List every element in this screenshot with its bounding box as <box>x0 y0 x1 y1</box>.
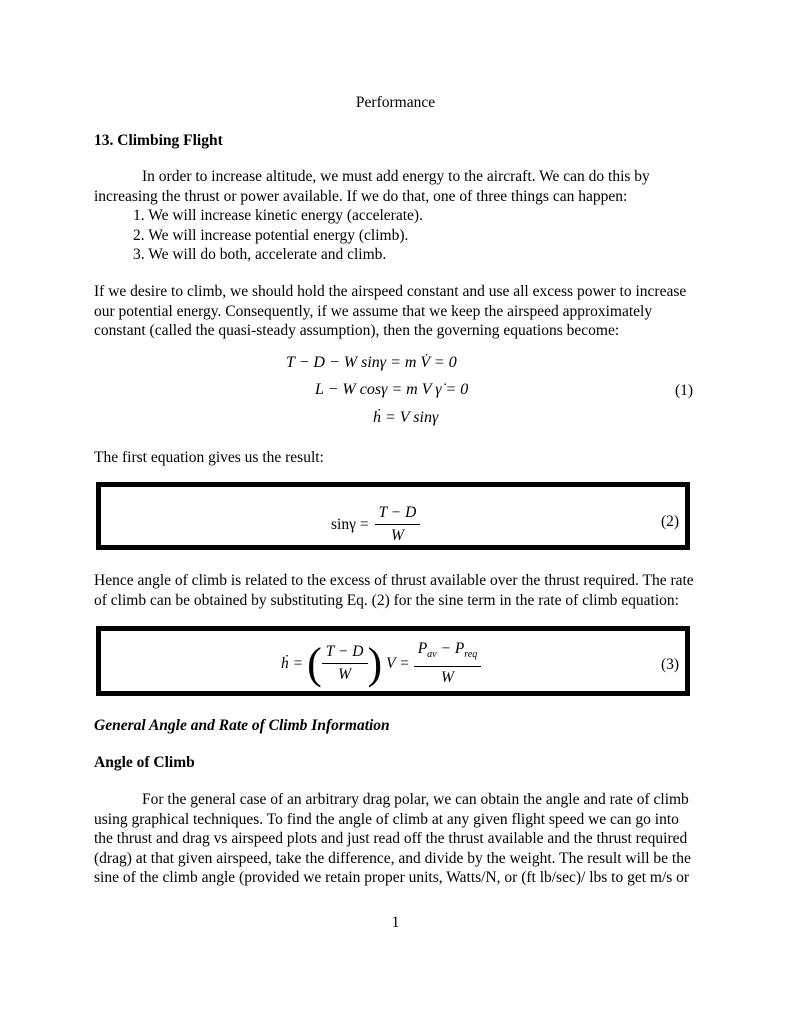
fraction-numerator: T − D <box>322 642 368 664</box>
para4-line: Hence angle of climb is related to the excess of thrust available over the thrust required. The rate <box>94 572 694 589</box>
equation-3 <box>281 639 481 688</box>
equation-2-lhs: sinγ = <box>331 515 369 533</box>
intro-line-2: increasing the thrust or power available. If we do that, one of three things can happen: <box>94 188 628 205</box>
list-item: 1. We will increase kinetic energy (accelerate). <box>133 207 423 224</box>
para2-line: If we desire to climb, we should hold the airspeed constant and use all excess power to increase <box>94 283 687 300</box>
right-paren: ) <box>367 638 383 688</box>
equation-3-fraction-2 <box>414 639 482 688</box>
equation-1-line-2: L − W cosγ = m V γ̇ = 0 <box>315 381 469 398</box>
page-header: Performance <box>355 94 436 111</box>
fraction-denominator: W <box>338 666 352 684</box>
power-available-symbol: P <box>417 640 428 657</box>
equation-2-box <box>96 482 690 550</box>
section-title: 13. Climbing Flight <box>94 132 223 149</box>
fraction-denominator: W <box>390 527 404 544</box>
para2-line: our potential energy. Consequently, if we assume that we keep the airspeed approximately <box>94 303 653 320</box>
list-item: 2. We will increase potential energy (climb). <box>133 227 409 244</box>
para4-line: of climb can be obtained by substituting Eq. (2) for the sine term in the rate of climb equation: <box>94 592 679 609</box>
equation-number: (2) <box>661 513 680 530</box>
equation-3-box <box>96 626 690 696</box>
fraction-denominator: W <box>441 669 454 687</box>
para2-line: constant (called the quasi-steady assumption), then the governing equations become: <box>94 322 620 339</box>
subsection-title: Angle of Climb <box>94 754 195 771</box>
fraction-numerator: T − D <box>375 503 421 525</box>
page-number: 1 <box>391 914 400 931</box>
equation-3-lhs: ḣ = <box>281 654 304 672</box>
para3: The first equation gives us the result: <box>94 449 324 466</box>
para5-line: sine of the climb angle (provided we retain proper units, Watts/N, or (ft lb/sec)/ lbs to get m/s or <box>94 869 690 886</box>
para5-line: For the general case of an arbitrary drag polar, we can obtain the angle and rate of climb <box>142 791 689 808</box>
equation-1-line-1: T − D − W sinγ = m V̇ = 0 <box>286 354 457 371</box>
subheading: General Angle and Rate of Climb Information <box>94 717 390 734</box>
power-required-symbol: − P <box>436 640 465 657</box>
para5-line: using graphical techniques. To find the angle of climb at any given flight speed we can go into <box>94 811 679 828</box>
intro-line-1: In order to increase altitude, we must add energy to the aircraft. We can do this by <box>142 168 650 185</box>
equation-3-fraction-1 <box>322 642 368 685</box>
list-item: 3. We will do both, accelerate and climb. <box>133 246 387 263</box>
para5-line: the thrust and drag vs airspeed plots and just read off the thrust available and the thrust required <box>94 830 688 847</box>
equation-number: (1) <box>675 382 694 399</box>
equation-1-line-3: ḣ = V sinγ <box>373 409 439 426</box>
left-paren: ( <box>307 638 322 688</box>
subscript-req: req <box>464 649 478 661</box>
equation-3-mid: V = <box>386 654 410 672</box>
equation-2 <box>331 503 420 546</box>
equation-number: (3) <box>661 656 680 673</box>
fraction-numerator <box>414 639 482 667</box>
subscript-av: av <box>427 649 437 661</box>
para5-line: (drag) at that given airspeed, take the difference, and divide by the weight. The result will be the <box>94 850 691 867</box>
equation-2-fraction <box>375 503 421 546</box>
